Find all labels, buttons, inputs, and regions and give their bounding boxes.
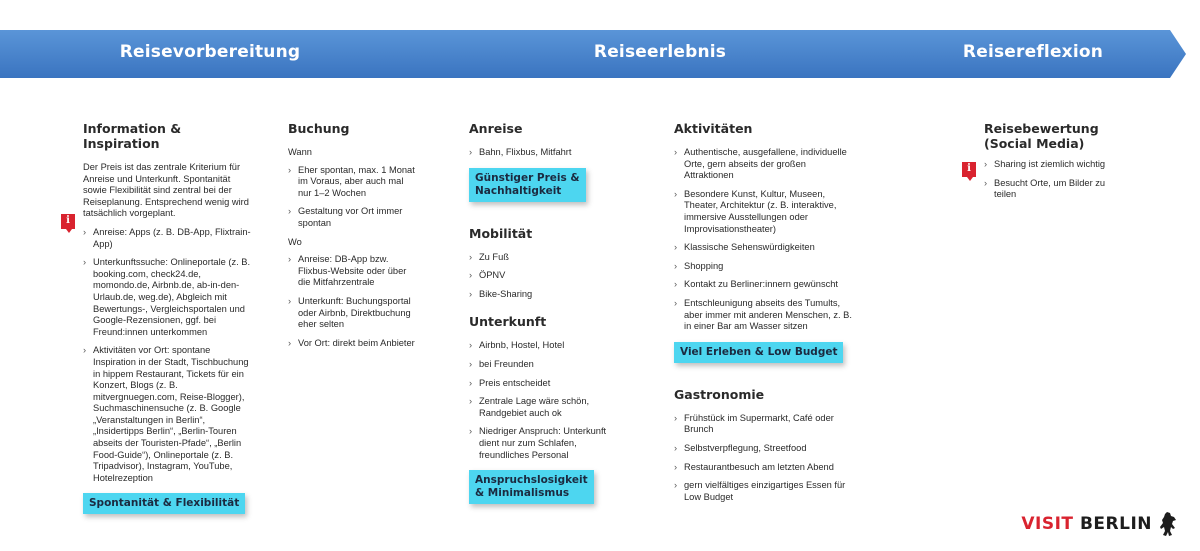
list-item: › Anreise: Apps (z. B. DB-App, Flixtrain-App) — [83, 227, 253, 250]
column-reisebewertung — [984, 121, 1114, 208]
label-wo: Wo — [288, 236, 302, 247]
tag-spontanitaet: Spontanität & Flexibilität — [83, 493, 245, 514]
phase-label-reiseerlebnis: Reiseerlebnis — [593, 42, 727, 62]
label-wann: Wann — [288, 147, 312, 157]
where-list — [288, 254, 418, 349]
list-item: › Unterkunft: Buchungsportal oder Airbnb, Direktbuchung eher selten — [288, 296, 418, 331]
reisebewertung-list — [984, 159, 1114, 201]
heading-anreise: Anreise — [469, 121, 523, 136]
berlin-bear-icon — [1158, 511, 1178, 537]
list-item: › Zu Fuß — [469, 252, 619, 264]
list-item: › ÖPNV — [469, 270, 619, 282]
heading-gastronomie: Gastronomie — [674, 386, 765, 402]
phase-label-reisevorbereitung: Reisevorbereitung — [119, 42, 301, 62]
heading-buchung: Buchung — [288, 121, 350, 136]
column-anreise-mobilitaet-unterkunft — [469, 121, 619, 514]
list-item: › Vor Ort: direkt beim Anbieter — [288, 338, 418, 350]
heading-line: Reisebewertung — [984, 121, 1099, 136]
list-item: › Eher spontan, max. 1 Monat im Voraus, aber auch mal nur 1–2 Wochen — [288, 165, 418, 200]
heading-information-inspiration: Information & Inspiration — [83, 121, 182, 151]
list-item: › Preis entscheidet — [469, 378, 619, 390]
logo-visit: VISIT — [1021, 514, 1074, 534]
anreise-list — [469, 147, 619, 159]
gastronomie-list — [674, 413, 856, 504]
list-item: › Authentische, ausgefallene, individuelle Orte, gern abseits der großen Attraktionen — [674, 147, 856, 182]
list-item: › Unterkunftssuche: Onlineportale (z. B. booking.com, check24.de, momondo.de, Airbnb.de, ab-in-den-Urlaub.de, weg.de), Abgleich mit Bewertungs-, Vergleichsportalen und Google-Rezensionen, ggf. bei Freund:innen unterkommen — [83, 257, 253, 338]
tag-guenstiger-preis — [469, 168, 586, 202]
list-item: › Kontakt zu Berliner:innern gewünscht — [674, 279, 856, 291]
tag-viel-erleben: Viel Erleben & Low Budget — [674, 342, 843, 363]
column-aktivitaeten-gastronomie — [674, 121, 856, 510]
tag-line: Nachhaltigkeit — [475, 184, 562, 197]
visit-berlin-logo — [1021, 511, 1178, 537]
list-item: › Frühstück im Supermarkt, Café oder Brunch — [674, 413, 856, 436]
info-icon: i — [61, 214, 75, 229]
aktivitaeten-list — [674, 147, 856, 333]
info-list — [83, 227, 253, 484]
heading-line: (Social Media) — [984, 136, 1085, 151]
list-item: › Aktivitäten vor Ort: spontane Inspiration in der Stadt, Tischbuchung in hippem Restaurant, Tickets für ein Konzert, Blogs (z. B. mitvergnuegen.com, Reise-Blogger), Suchmaschinensuche (z. B. Google „Veranstaltungen in Berlin“, „Insidertipps Berlin“, „Berlin-Touren abseits der Touristen-Pfade“, „Berlin Food-Guide“), Onlineportale (z. B. Tripadvisor), Instagram, YouTube, Hotelrezeption — [83, 345, 253, 484]
logo-wordmark — [1021, 514, 1152, 534]
list-item: › Niedriger Anspruch: Unterkunft dient nur zum Schlafen, freundliches Personal — [469, 426, 619, 461]
heading-mobilitaet: Mobilität — [469, 225, 533, 241]
list-item: › Besondere Kunst, Kultur, Museen, Theater, Architektur (z. B. interaktive, immersive Ausstellungen oder Improvisationstheater) — [674, 189, 856, 235]
when-list — [288, 165, 418, 230]
heading-unterkunft: Unterkunft — [469, 314, 547, 330]
logo-berlin: BERLIN — [1079, 514, 1152, 534]
info-icon: i — [962, 162, 976, 177]
list-item: › Restaurantbesuch am letzten Abend — [674, 462, 856, 474]
list-item: › Selbstverpflegung, Streetfood — [674, 443, 856, 455]
heading-reisebewertung — [984, 121, 1114, 151]
list-item: › bei Freunden — [469, 359, 619, 371]
list-item: › Shopping — [674, 261, 856, 273]
tag-line: Anspruchslosigkeit — [475, 474, 588, 487]
tag-line: Günstiger Preis & — [475, 171, 580, 184]
unterkunft-list — [469, 340, 619, 461]
tag-line: & Minimalismus — [475, 487, 570, 500]
list-item: › Airbnb, Hostel, Hotel — [469, 340, 619, 352]
list-item: › Zentrale Lage wäre schön, Randgebiet auch ok — [469, 396, 619, 419]
column-information-inspiration — [83, 121, 253, 524]
heading-aktivitaeten: Aktivitäten — [674, 121, 753, 136]
list-item: › Klassische Sehenswürdigkeiten — [674, 242, 856, 254]
list-item: › Bike-Sharing — [469, 289, 619, 301]
phase-label-reisereflexion: Reisereflexion — [962, 42, 1104, 62]
list-item: › Besucht Orte, um Bilder zu teilen — [984, 178, 1114, 201]
list-item: › Sharing ist ziemlich wichtig — [984, 159, 1114, 171]
list-item: › Anreise: DB-App bzw. Flixbus-Website oder über die Mitfahrzentrale — [288, 254, 418, 289]
column-buchung — [288, 121, 418, 356]
tag-anspruchslosigkeit — [469, 470, 594, 504]
list-item: › Entschleunigung abseits des Tumults, aber immer mit anderen Menschen, z. B. in einer Bar am Wasser sitzen — [674, 298, 856, 333]
list-item: › Bahn, Flixbus, Mitfahrt — [469, 147, 619, 159]
list-item: › gern vielfältiges einzigartiges Essen für Low Budget — [674, 480, 856, 503]
intro-text: Der Preis ist das zentrale Kriterium für Anreise und Unterkunft. Spontanität sowie Flexibilität sind zentral bei der Reiseplanung. Entsprechend wenig wird tatsächlich vorgeplant. — [83, 162, 249, 219]
list-item: › Gestaltung vor Ort immer spontan — [288, 206, 418, 229]
mobil-list — [469, 252, 619, 301]
